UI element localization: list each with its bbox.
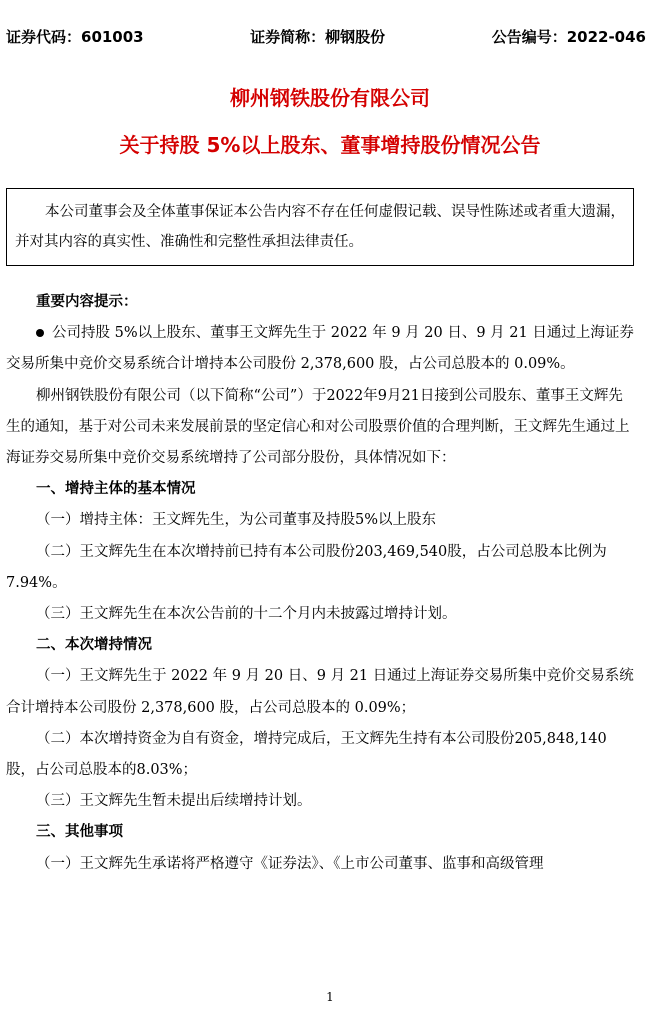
section-heading-2: 二、本次增持情况	[36, 637, 152, 654]
company-title: 柳州钢铁股份有限公司	[230, 86, 430, 110]
stock-code: 证券代码：601003	[6, 28, 144, 46]
section-heading-1: 一、增持主体的基本情况	[36, 481, 196, 498]
bullet-dot-icon	[36, 329, 44, 337]
section-heading-3: 三、其他事项	[36, 824, 123, 841]
board-statement-text: 本公司董事会及全体董事保证本公告内容不存在任何虚假记载、误导性陈述或者重大遗漏，并对其内容的真实性、准确性和完整性承担法律责任。	[15, 204, 625, 250]
section-1-item-1: （一）增持主体：王文辉先生，为公司董事及持股5%以上股东	[36, 512, 437, 529]
section-1-item-3: （三）王文辉先生在本次公告前的十二个月内未披露过增持计划。	[36, 606, 457, 623]
document-body	[6, 287, 634, 880]
announcement-title: 关于持股 5%以上股东、董事增持股份情况公告	[119, 133, 541, 157]
highlights-bullet-text: 公司持股 5%以上股东、董事王文辉先生于 2022 年 9 月 20 日、9 月 21 日通过上海证券交易所集中竞价交易系统合计增持本公司股份 2,378,600 股，占公司总股本的 0.09%。	[6, 325, 634, 373]
section-2-item-1: （一）王文辉先生于 2022 年 9 月 20 日、9 月 21 日通过上海证券交易所集中竞价交易系统合计增持本公司股份 2,378,600 股，占公司总股本的 0.09%；	[6, 668, 634, 716]
section-3-item-1: （一）王文辉先生承诺将严格遵守《证券法》、《上市公司董事、监事和高级管理	[36, 855, 544, 872]
highlights-heading: 重要内容提示：	[36, 294, 138, 310]
section-1-item-2: （二）王文辉先生在本次增持前已持有本公司股份203,469,540股，占公司总股本比例为7.94%。	[6, 543, 607, 591]
header	[6, 26, 646, 47]
board-statement-box	[6, 188, 634, 266]
section-2-item-3: （三）王文辉先生暂未提出后续增持计划。	[36, 793, 312, 810]
intro-paragraph: 柳州钢铁股份有限公司（以下简称“公司”）于2022年9月21日接到公司股东、董事王文辉先生的通知，基于对公司未来发展前景的坚定信心和对公司股票价值的合理判断，王文辉先生通过上海证券交易所集中竞价交易系统增持了公司部分股份，具体情况如下：	[6, 387, 630, 467]
section-2-item-2: （二）本次增持资金为自有资金，增持完成后，王文辉先生持有本公司股份205,848,140股，占公司总股本的8.03%；	[6, 730, 607, 779]
page-number: 1	[326, 990, 334, 1004]
stock-abbreviation: 证券简称：柳钢股份	[250, 28, 386, 46]
announcement-number: 公告编号：2022-046	[491, 28, 646, 46]
highlights-bullet	[6, 318, 634, 380]
